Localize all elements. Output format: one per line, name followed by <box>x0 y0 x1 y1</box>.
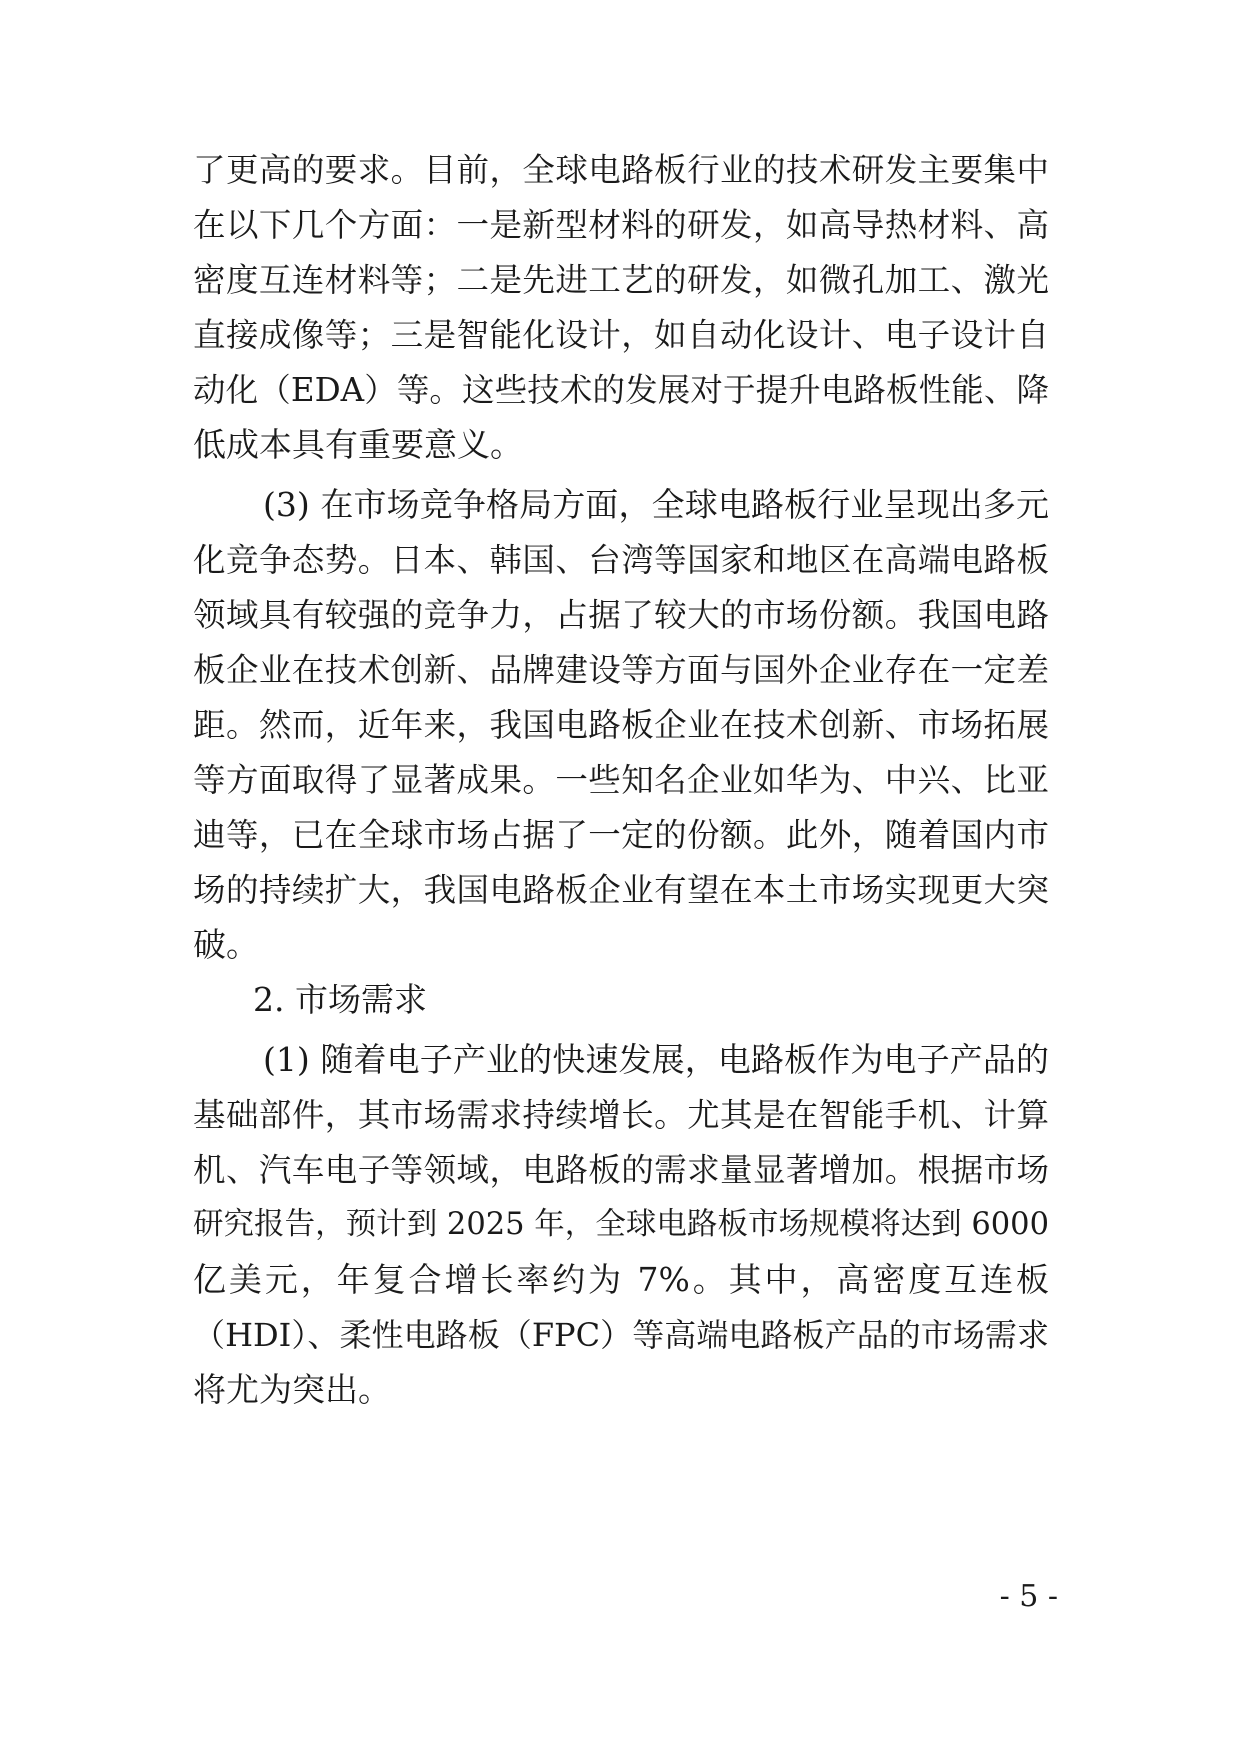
text-line: 亿美元，年复合增长率约为 7%。其中，高密度互连板 <box>193 1260 1049 1299</box>
text-line: （HDI）、柔性电路板（FPC）等高端电路板产品的市场需求 <box>193 1316 1049 1354</box>
text-line: 在以下几个方面：一是新型材料的研发，如高导热材料、高 <box>193 206 1049 244</box>
page-number: - 5 - <box>999 1579 1058 1614</box>
text-line: 破。 <box>193 925 259 964</box>
text-line: 化竞争态势。日本、韩国、台湾等国家和地区在高端电路板 <box>193 541 1049 579</box>
text-line: (1) 随着电子产业的快速发展，电路板作为电子产品的 <box>263 1040 1049 1079</box>
text-line: 迪等，已在全球市场占据了一定的份额。此外，随着国内市 <box>193 816 1049 854</box>
section-heading: 2. 市场需求 <box>253 980 427 1019</box>
text-line: 距。然而，近年来，我国电路板企业在技术创新、市场拓展 <box>193 706 1049 744</box>
text-line: 领域具有较强的竞争力，占据了较大的市场份额。我国电路 <box>193 596 1049 634</box>
text-line: 低成本具有重要意义。 <box>193 425 523 464</box>
text-line: 密度互连材料等；二是先进工艺的研发，如微孔加工、激光 <box>193 261 1049 299</box>
text-line: 直接成像等；三是智能化设计，如自动化设计、电子设计自 <box>193 316 1049 354</box>
text-line: 将尤为突出。 <box>193 1370 391 1409</box>
text-line: 场的持续扩大，我国电路板企业有望在本土市场实现更大突 <box>193 871 1049 909</box>
text-line: 了更高的要求。目前，全球电路板行业的技术研发主要集中 <box>193 151 1049 189</box>
text-line: 等方面取得了显著成果。一些知名企业如华为、中兴、比亚 <box>193 761 1049 799</box>
text-line: 动化（EDA）等。这些技术的发展对于提升电路板性能、降 <box>193 371 1049 409</box>
text-line: 机、汽车电子等领域，电路板的需求量显著增加。根据市场 <box>193 1151 1049 1189</box>
text-line: 板企业在技术创新、品牌建设等方面与国外企业存在一定差 <box>193 651 1049 689</box>
text-line: 研究报告，预计到 2025 年，全球电路板市场规模将达到 6000 <box>193 1207 1049 1242</box>
text-line: 基础部件，其市场需求持续增长。尤其是在智能手机、计算 <box>193 1096 1049 1134</box>
text-line: (3) 在市场竞争格局方面，全球电路板行业呈现出多元 <box>263 485 1049 524</box>
